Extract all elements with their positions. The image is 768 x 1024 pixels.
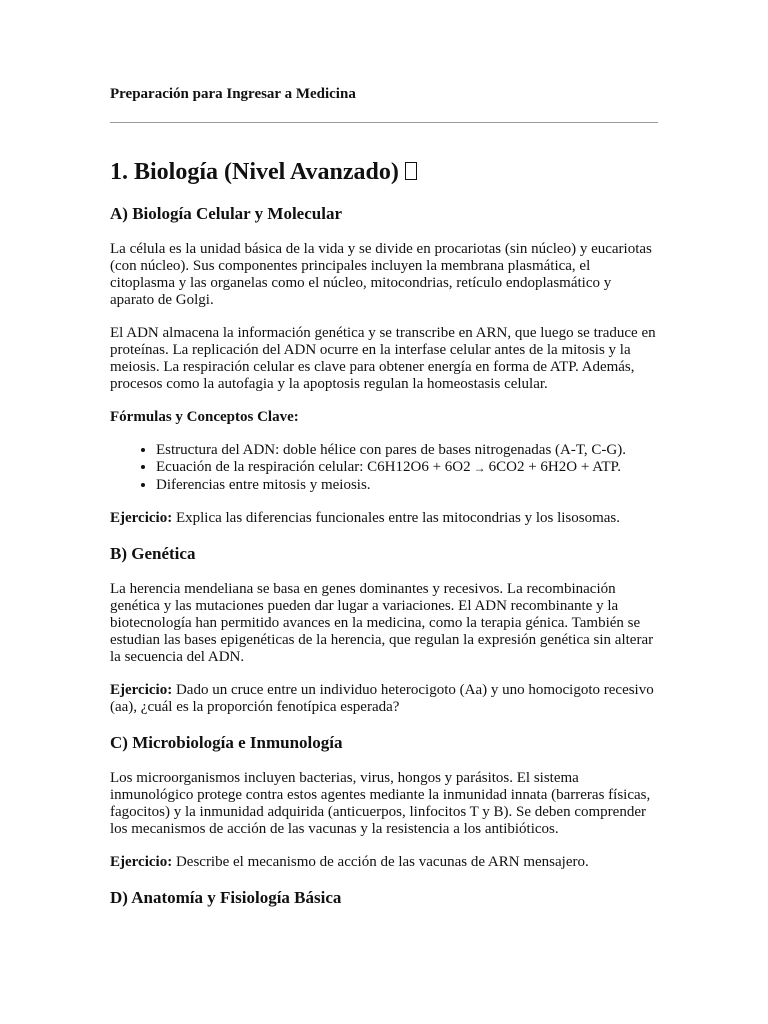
list-item	[156, 459, 658, 477]
subsection-c-paragraph: Los microorganismos incluyen bacterias, virus, hongos y parásitos. El sistema inmunológico protege contra estos agentes mediante la inmunidad innata (barreras físicas, fagocitos) y la inmunidad adquirida (anticuerpos, linfocitos T y B). Se deben comprender los mecanismos de acción de las vacunas y la resistencia a los antibióticos.	[110, 770, 651, 837]
exercise-a	[110, 510, 658, 527]
subsection-b-paragraph: La herencia mendeliana se basa en genes dominantes y recesivos. La recombinación genética y las mutaciones pueden dar lugar a variaciones. El ADN recombinante y la biotecnología han permitido avances en la medicina, como la terapia génica. También se estudian las bases epigenéticas de la herencia, que regulan la expresión genética sin alterar la secuencia del ADN.	[110, 581, 654, 665]
document-title: Preparación para Ingresar a Medicina	[110, 86, 356, 102]
exercise-text: Explica las diferencias funcionales entre las mitocondrias y los lisosomas.	[172, 510, 620, 526]
exercise-b	[110, 682, 658, 716]
exercise-label: Ejercicio:	[110, 510, 173, 526]
exercise-c	[110, 854, 658, 871]
exercise-text: Dado un cruce entre un individuo heterocigoto (Aa) y uno homocigoto recesivo (aa), ¿cuál es la proporción fenotípica esperada?	[110, 682, 654, 715]
equation-right: 6CO2 + 6H2O + ATP.	[488, 459, 621, 475]
subsection-b-title: B) Genética	[110, 544, 196, 563]
section-heading	[110, 157, 658, 187]
list-item: • Diferencias entre mitosis y meiosis.	[156, 477, 658, 494]
equation-left: Ecuación de la respiración celular: C6H12O6 + 6O2	[156, 459, 471, 475]
exercise-label: Ejercicio:	[110, 682, 173, 698]
subsection-a-title: A) Biología Celular y Molecular	[110, 204, 342, 223]
exercise-label: Ejercicio:	[110, 854, 173, 870]
missing-glyph-icon	[405, 162, 417, 180]
section-heading-text: 1. Biología (Nivel Avanzado)	[110, 159, 399, 185]
arrow-icon: →	[473, 461, 486, 475]
formulas-label: Fórmulas y Conceptos Clave:	[110, 409, 299, 425]
subsection-a-paragraph-2: El ADN almacena la información genética y se transcribe en ARN, que luego se traduce en proteínas. La replicación del ADN ocurre en la interfase celular antes de la mitosis y la meiosis. La respiración celular es clave para obtener energía en forma de ATP. Además, procesos como la autofagia y la apoptosis regulan la homeostasis celular.	[110, 325, 656, 392]
exercise-text: Describe el mecanismo de acción de las vacunas de ARN mensajero.	[172, 854, 589, 870]
subsection-d-title: D) Anatomía y Fisiología Básica	[110, 888, 342, 907]
title-divider	[110, 122, 658, 123]
formulas-list	[110, 442, 658, 494]
subsection-c-title: C) Microbiología e Inmunología	[110, 733, 343, 752]
list-item: • Estructura del ADN: doble hélice con pares de bases nitrogenadas (A-T, C-G).	[156, 442, 658, 459]
subsection-a-paragraph-1: La célula es la unidad básica de la vida y se divide en procariotas (sin núcleo) y eucariotas (con núcleo). Sus componentes principales incluyen la membrana plasmática, el citoplasma y las organelas como el núcleo, mitocondrias, retículo endoplasmático y aparato de Golgi.	[110, 241, 652, 308]
